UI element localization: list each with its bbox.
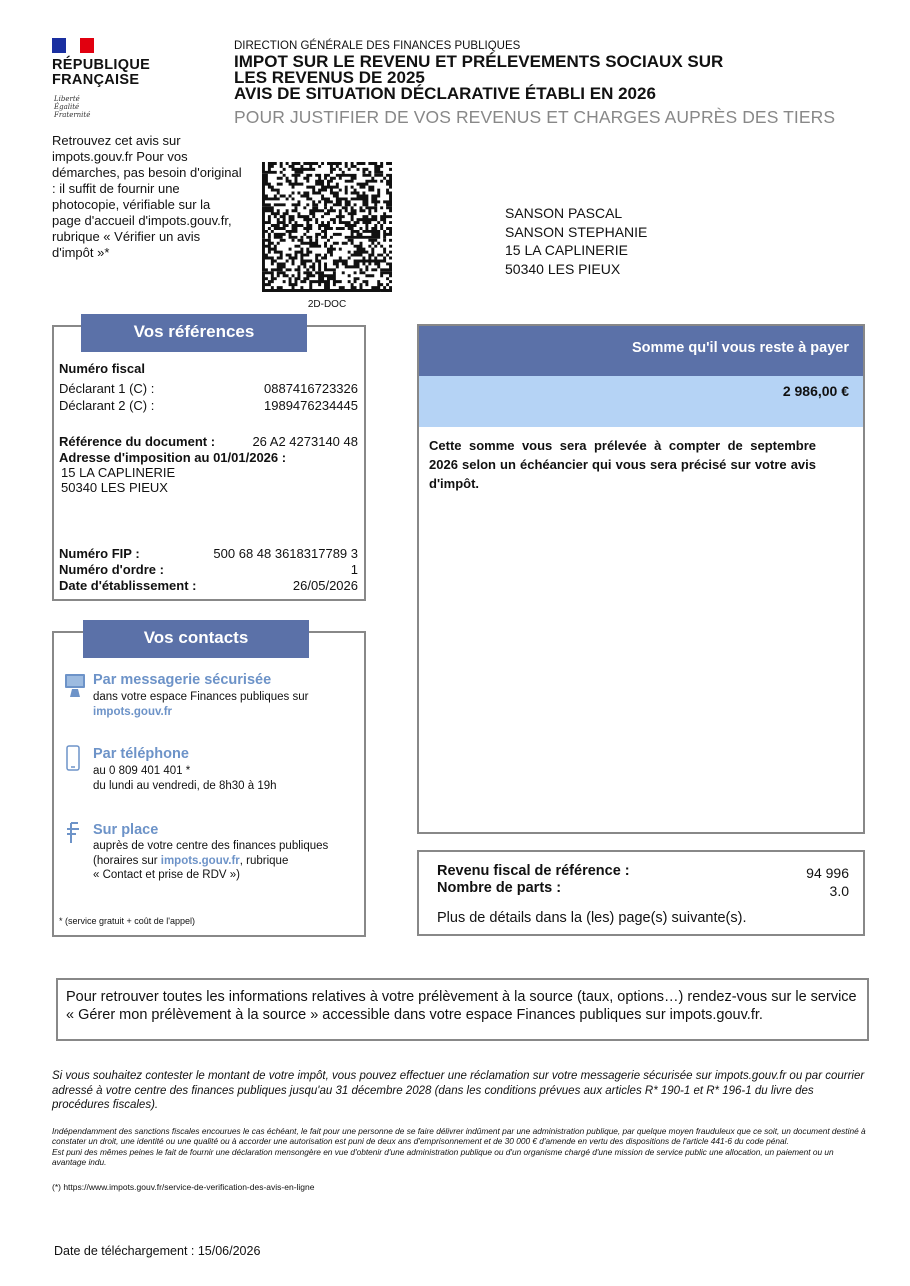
declarant1-value: 0887416723326 [264, 381, 358, 396]
rfr-label: Revenu fiscal de référence : [437, 863, 630, 879]
republique-francaise-logo: RÉPUBLIQUE FRANÇAISE [52, 57, 151, 88]
declarant2-value: 1989476234445 [264, 398, 358, 413]
messagerie-title: Par messagerie sécurisée [93, 672, 272, 688]
download-date: Date de téléchargement : 15/06/2026 [54, 1244, 261, 1258]
parts-label: Nombre de parts : [437, 880, 562, 896]
ordre-value: 1 [350, 562, 358, 577]
sur-place-link[interactable]: impots.gouv.fr [160, 854, 240, 867]
numero-fiscal-label: Numéro fiscal [59, 361, 145, 376]
recipient-address: SANSON PASCAL SANSON STEPHANIE 15 LA CAPLINERIE 50340 LES PIEUX [505, 205, 648, 277]
ref-doc-value: 26 A2 4273140 48 [252, 434, 358, 449]
contacts-footnote: * (service gratuit + coût de l'appel) [59, 916, 196, 926]
ordre-label: Numéro d'ordre : [59, 562, 164, 577]
declarant1-label: Déclarant 1 (C) : [59, 381, 155, 396]
ordre-row [59, 562, 358, 577]
telephone-text: au 0 809 401 401 * du lundi au vendredi, de 8h30 à 19h [93, 765, 277, 792]
fip-row [59, 546, 358, 561]
payment-amount: 2 986,00 € [782, 383, 849, 399]
datamatrix-label: 2D-DOC [307, 299, 347, 310]
document-subtitle: POUR JUSTIFIER DE VOS REVENUS ET CHARGES AUPRÈS DES TIERS [234, 107, 836, 127]
adresse-imposition-value: 15 LA CAPLINERIE 50340 LES PIEUX [61, 465, 176, 495]
payment-box [417, 324, 865, 834]
payment-header [419, 326, 863, 376]
sur-place-title: Sur place [93, 822, 159, 838]
references-tab: Vos références [81, 314, 307, 352]
verify-url: (*) https://www.impots.gouv.fr/service-de-verification-des-avis-en-ligne [52, 1182, 315, 1192]
verify-notice: Retrouvez cet avis sur impots.gouv.fr Pour vos démarches, pas besoin d'original : il suffit de fournir une photocopie, vérifiable sur la page d'accueil d'impots.gouv.fr, rubrique « Vérifier un avis d'impôt »* [52, 133, 242, 260]
french-flag-icon [52, 38, 94, 53]
counter-icon [64, 821, 82, 845]
legal-text: Indépendamment des sanctions fiscales encourues le cas échéant, le fait pour une personne de se faire délivrer indûment par une administration publique, par quelque moyen frauduleux que ce soit, un document destiné à constater un droit, une identité ou une qualité ou à accorder une autorisation est puni de deux ans d'emprisonnement et de 30 000 € d'amende en vertu des dispositions de l'article 441-6 du code pénal. Est puni des mêmes peines le fait de fournir une déclaration mensongère en vue d'obtenir d'une administration publique ou d'un organisme chargé d'une mission de service public une allocation, un paiement ou un avantage indu. [52, 1126, 866, 1168]
messagerie-text: dans votre espace Finances publiques sur impots.gouv.fr [93, 691, 309, 718]
telephone-title: Par téléphone [93, 746, 189, 762]
phone-icon [66, 745, 80, 771]
payment-amount-band [419, 376, 863, 427]
declarant2-label: Déclarant 2 (C) : [59, 398, 155, 413]
date-etab-row [59, 578, 358, 593]
payment-text: Cette somme vous sera prélevée à compter de septembre 2026 selon un échéancier qui vous sera précisé sur votre avis d'impôt. [429, 438, 816, 491]
details-text: Plus de détails dans la (les) page(s) suivante(s). [437, 910, 747, 926]
prelevement-info-box [56, 978, 869, 1041]
computer-icon [64, 673, 86, 699]
contacts-box [52, 628, 366, 937]
direction-label: DIRECTION GÉNÉRALE DES FINANCES PUBLIQUES [234, 40, 521, 52]
fip-label: Numéro FIP : [59, 546, 140, 561]
rfr-value: 94 996 [806, 865, 849, 881]
contacts-tab: Vos contacts [83, 620, 309, 658]
adresse-imposition-label: Adresse d'imposition au 01/01/2026 : [59, 450, 287, 465]
date-etab-label: Date d'établissement : [59, 578, 197, 593]
datamatrix-code [262, 162, 392, 292]
payment-header-label: Somme qu'il vous reste à payer [631, 340, 849, 356]
references-box [52, 322, 366, 601]
contest-text: Si vous souhaitez contester le montant de votre impôt, vous pouvez effectuer une réclamation sur votre messagerie sécurisée sur impots.gouv.fr ou par courrier adressé à votre centre des finances publiques jusqu'au 31 décembre 2028 (dans les conditions prévues aux articles R* 190-1 et R* 196-1 du livre des procédures fiscales). [52, 1070, 865, 1111]
parts-value: 3.0 [829, 883, 849, 899]
sur-place-text: auprès de votre centre des finances publiques (horaires sur impots.gouv.fr, rubrique « Contact et prise de RDV ») [93, 840, 329, 881]
declarant2-row [59, 398, 358, 413]
ref-doc-row [59, 434, 358, 449]
document-title: IMPOT SUR LE REVENU ET PRÉLEVEMENTS SOCIAUX SUR LES REVENUS DE 2025 AVIS DE SITUATION DÉCLARATIVE ÉTABLI EN 2026 [234, 52, 724, 103]
declarant1-row [59, 381, 358, 396]
revenu-box [417, 850, 865, 936]
fip-value: 500 68 48 3618317789 3 [213, 546, 358, 561]
ref-doc-label: Référence du document : [59, 434, 216, 449]
prelevement-info-text: Pour retrouver toutes les informations relatives à votre prélèvement à la source (taux, options…) rendez-vous sur le service « Gérer mon prélèvement à la source » accessible dans votre espace Finances publiques sur impots.gouv.fr. [66, 989, 857, 1023]
messagerie-link[interactable]: impots.gouv.fr [93, 705, 173, 718]
date-etab-value: 26/05/2026 [292, 578, 358, 593]
motto: Liberté Égalité Fraternité [54, 95, 91, 119]
